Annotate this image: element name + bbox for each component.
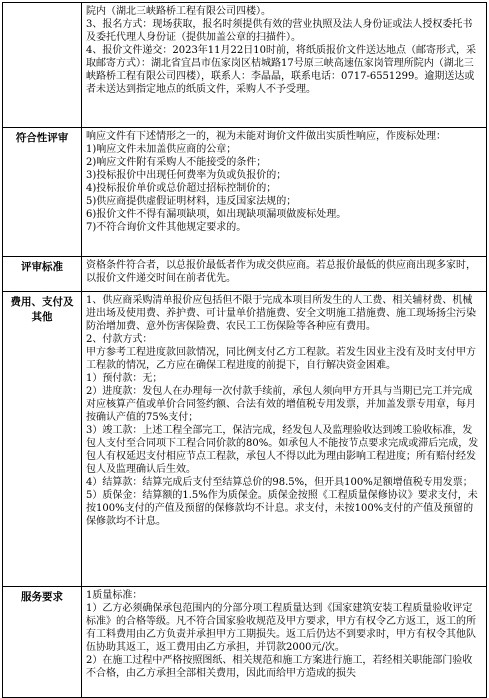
row-content [82, 292, 487, 587]
content-line: 5)供应商提供虚假证明材料，违反国家法规的； [86, 196, 297, 207]
row-content-lines [86, 589, 482, 693]
content-line: 3、报名方式：现场获取，报名时须提供有效的营业执照及法人身份证或法人授权委托书及委托代理人身份证（提供加盖公章的扫描件）。 [86, 19, 473, 43]
row-content [82, 3, 487, 128]
content-line: 2）进度款：发包人在办理每一次付款手续前，承包人须向甲方开具与当期已完工并完成对应核算产值或单价合同签约额、合法有效的增值税专用发票，并加盖发票专用章，每月按确认产值的75%支付； [86, 386, 476, 423]
row-label: 服务要求 [3, 587, 82, 698]
content-line: 1、供应商采购清单报价应包括但不限于完成本项目所发生的人工费、相关辅材费、机械进出场及使用费、养护费、可计量单价措施费、安全文明施工措施费、施工现场扬尘污染防治增加费、意外伤害保险费、农民工工伤保险等各种应有费用。 [86, 295, 476, 332]
row-content-lines [86, 5, 482, 123]
table-row [3, 128, 487, 257]
content-line: 4)投标报价单价或总价超过招标控制价的； [86, 183, 277, 194]
row-content [82, 257, 487, 292]
table-row [3, 292, 487, 587]
table-row [3, 587, 487, 698]
content-line: 2、付款方式： [86, 334, 153, 345]
row-content [82, 128, 487, 257]
content-line: 7)不符合询价文件其他规定要求的。 [86, 222, 247, 233]
content-line: 响应文件有下述情形之一的，视为未能对询价文件做出实质性响应，作废标处理： [86, 131, 446, 142]
content-line: 2）在施工过程中严格按照图纸、相关规范和施工方案进行施工，若经相关职能部门验收不合格，由乙方承担全部相关费用，因此而给甲方造成的损失 [86, 655, 473, 679]
row-label: 费用、支付及其他 [3, 292, 82, 587]
content-line: 1）预付款：无； [86, 373, 163, 384]
content-line: 3)投标报价中出现任何费率为负或负报价的； [86, 170, 287, 181]
table-row [3, 257, 487, 292]
row-label: 评审标准 [3, 257, 82, 292]
table-row [3, 3, 487, 128]
content-line: 甲方参考工程进度款回款情况，同比例支付乙方工程款。若发生因业主没有及时支付甲方工程款的情况，乙方应在确保工程进度的前提下，自行解决资金困难。 [86, 347, 476, 371]
content-line: 资格条件符合者，以总报价最低者作为成交供应商。若总报价最低的供应商出现多家时，以报价文件递交时间在前者优先。 [86, 260, 476, 284]
content-line: 1质量标准： [86, 590, 143, 601]
row-content-lines [86, 294, 482, 582]
content-line: 5）质保金：结算额的1.5%作为质保金。质保金按照《工程质量保修协议》要求支付，未按100%支付的产值及预留的保修款均不计息。求支付，未按100%支付的产值及预留的保修款均不计息。 [86, 490, 478, 527]
content-line: 1)响应文件未加盖供应商的公章； [86, 144, 237, 155]
table-body [3, 3, 487, 698]
content-line: 院内（湖北三峡路桥工程有限公司四楼）。 [86, 6, 271, 17]
row-content [82, 587, 487, 698]
row-label: 符合性评审 [3, 128, 82, 257]
content-line: 6)报价文件不得有漏项缺项，如出现缺项漏项做废标处理。 [86, 209, 347, 220]
content-line: 4）结算款：结算完成后支付至结算总价的98.5%，但开具100%足额增值税专用发票； [86, 477, 473, 488]
row-content-lines [86, 259, 482, 287]
content-line: 2)响应文件附有采购人不能接受的条件； [86, 157, 267, 168]
content-line: 4、报价文件递交：2023年11月22日10时前，将纸质报价文件送达地点（邮寄形式，采取邮寄方式）：湖北省宜昌市伍家岗区桔城路17号原三峡高速伍家岗管理所院内（湖北三峡路桥工程有限公司四楼），联系人：李晶晶，联系电话：0717-6551299。逾期送达或者未送达到指定地点的纸质文件，采购人不予受理。 [86, 45, 476, 95]
procurement-requirements-table [2, 2, 487, 698]
row-content-lines [86, 130, 482, 252]
row-label [3, 3, 82, 128]
content-line: 3）竣工款：上述工程全部完工，保洁完成，经发包人及监理验收达到竣工验收标准，发包人支付至合同项下工程合同价款的80%。如承包人不能按节点要求完成或滞后完成，发包人有权延迟支付相应节点工程款，承包人不得以此为理由影响工程进度；所有赔付经发包人及监理确认后生效。 [86, 425, 479, 475]
content-line: 1）乙方必须确保承包范围内的分部分项工程质量达到《国家建筑安装工程质量验收评定标准》的合格等级。凡不符合国家验收规范及甲方要求，甲方有权令乙方返工，返工的所有工料费用由乙方负责并承担甲方工期损失。返工后仍达不到要求时，甲方有权令其他队伍协助其返工，返工费用由乙方承担，并罚款2000元/次。 [86, 603, 476, 653]
